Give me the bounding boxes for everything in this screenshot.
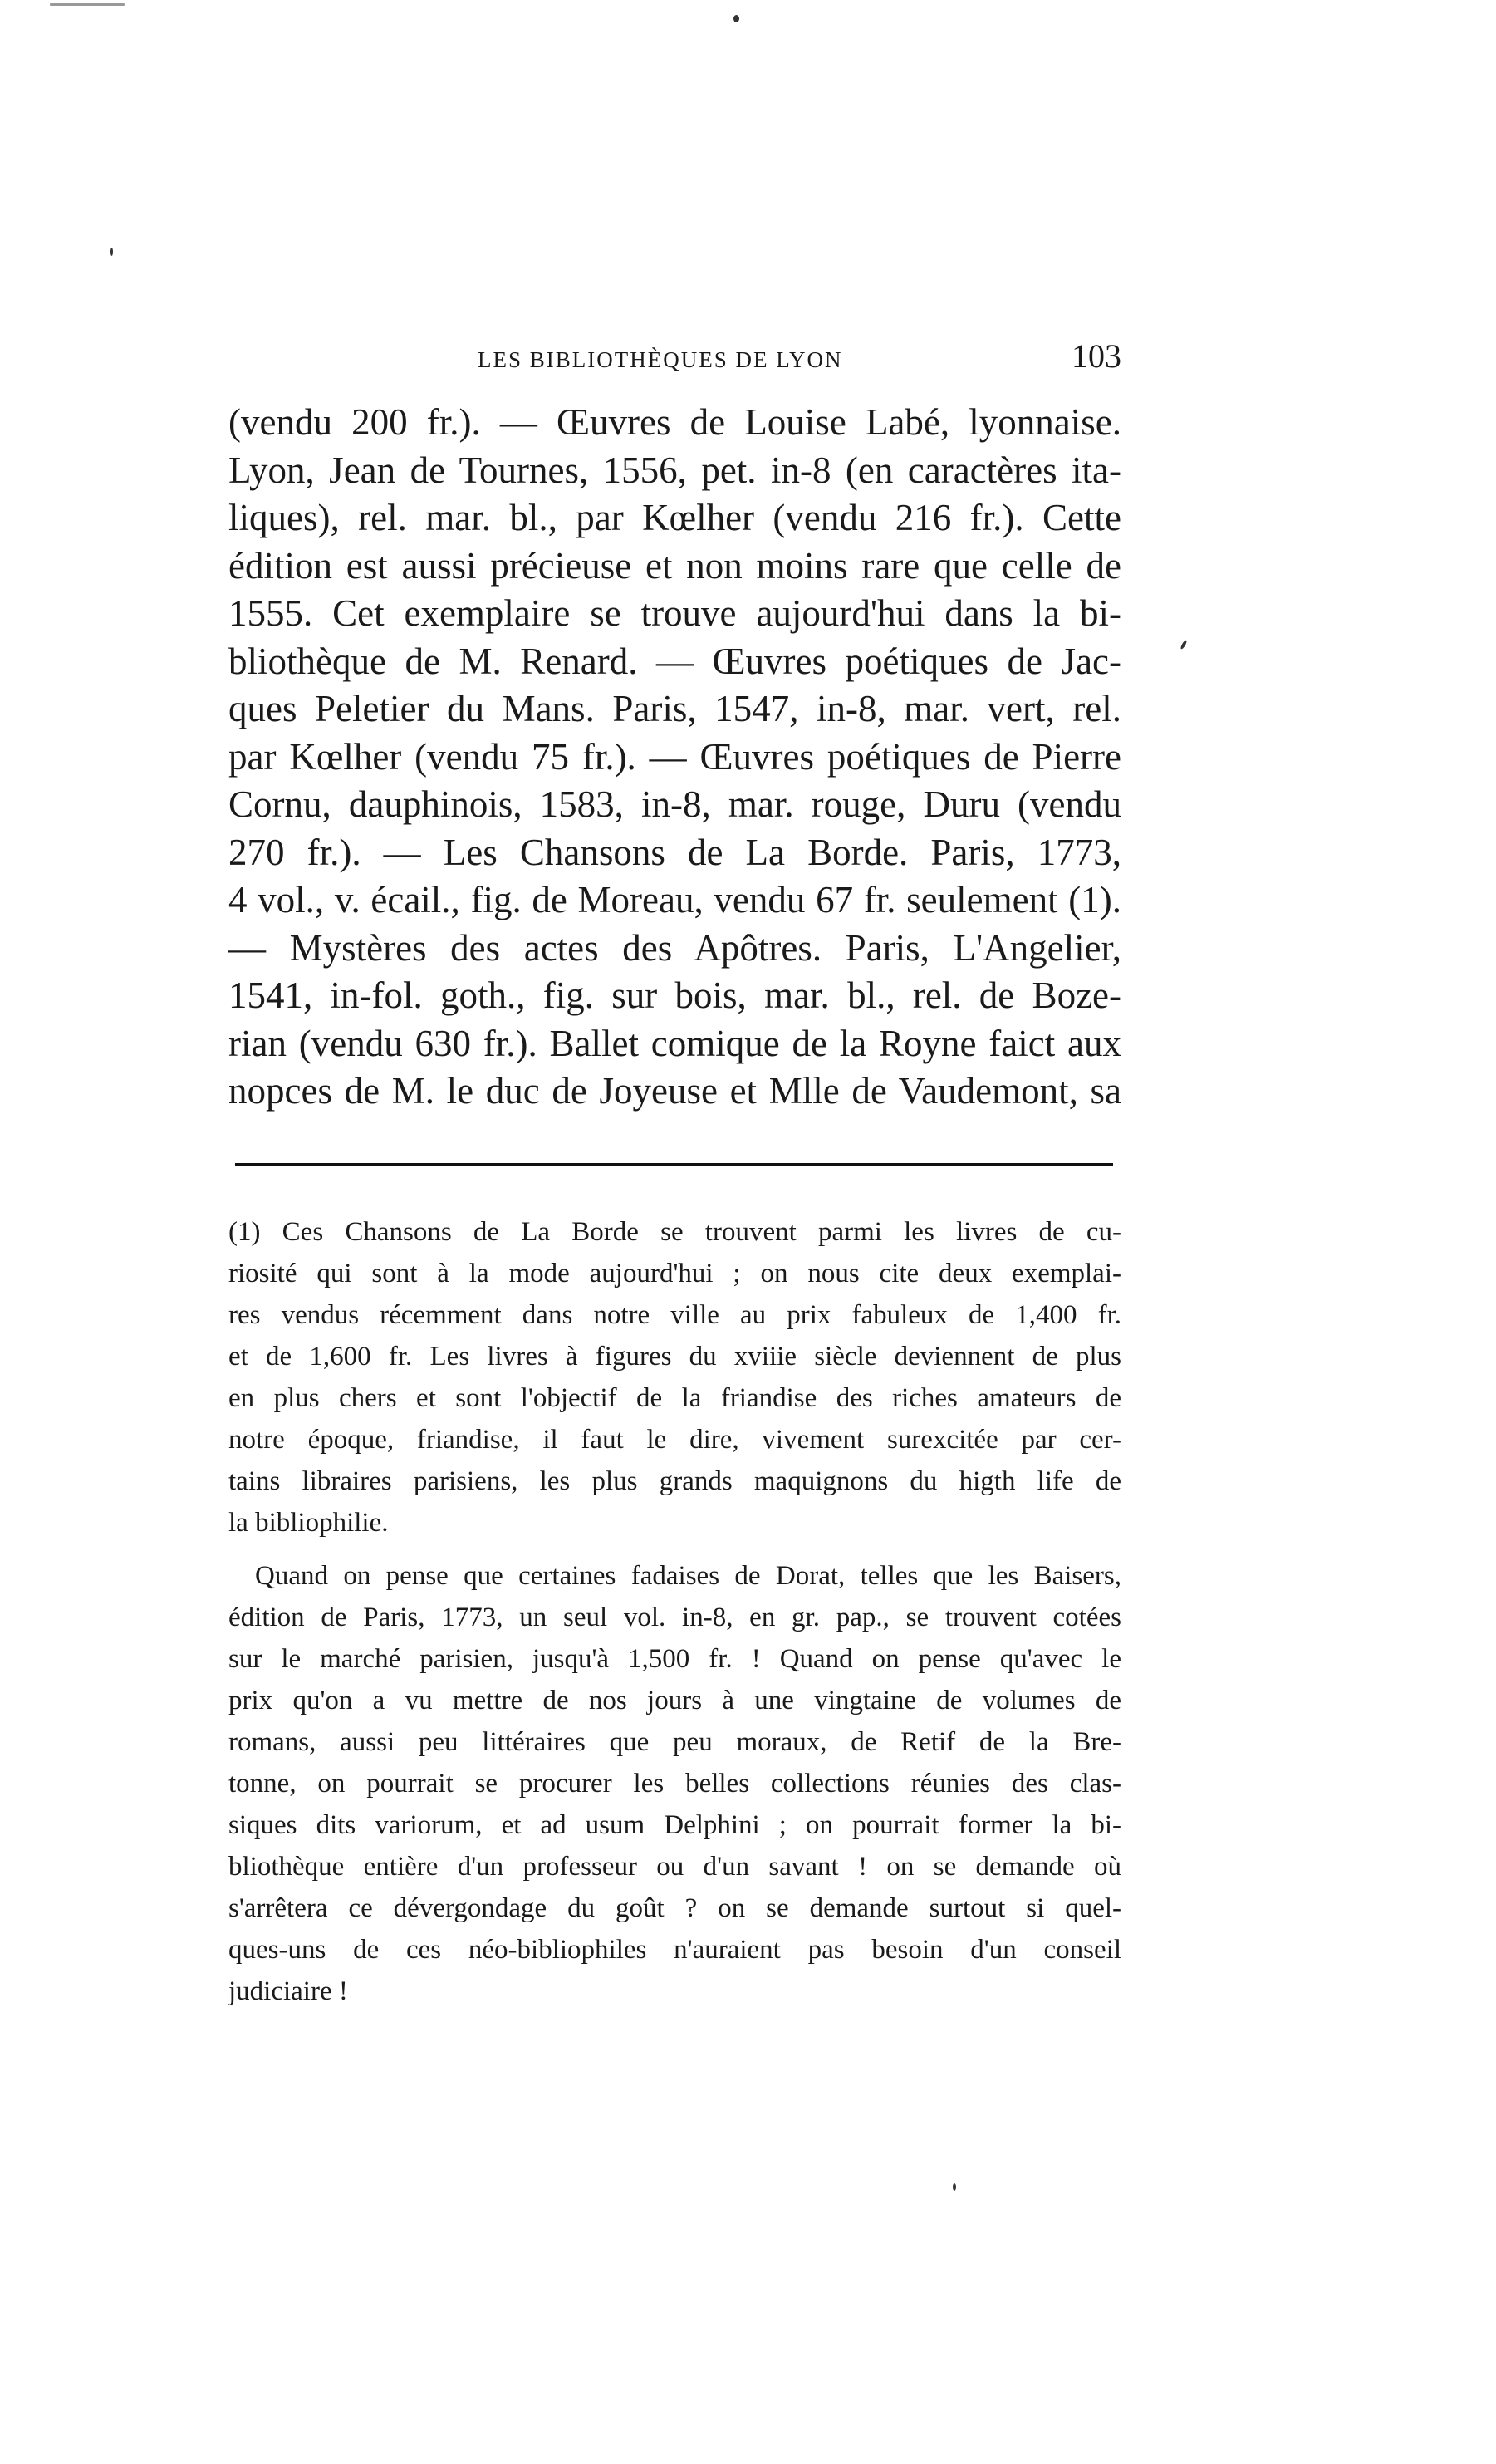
footnote-line: Quand on pense que certaines fadaises de Dorat, telles que les Baisers, (255, 1561, 1121, 1591)
footnote-line: tonne, on pourrait se procurer les belles collections réunies des clas- (228, 1769, 1121, 1799)
page-number: 103 (1072, 337, 1121, 375)
footnote-line: siques dits variorum, et ad usum Delphini ; on pourrait former la bi- (228, 1810, 1121, 1840)
footnote-line: la bibliophilie. (228, 1508, 389, 1538)
footnote-line: riosité qui sont à la mode aujourd'hui ; on nous cite deux exemplai- (228, 1259, 1121, 1288)
footnote-line: bliothèque entière d'un professeur ou d'un savant ! on se demande où (228, 1852, 1121, 1882)
text-line: Cornu, dauphinois, 1583, in-8, mar. rouge, Duru (vendu (228, 783, 1121, 825)
text-line: ques Peletier du Mans. Paris, 1547, in-8, mar. vert, rel. (228, 688, 1121, 729)
ink-speck (1180, 640, 1187, 650)
running-title: LES BIBLIOTHÈQUES DE LYON (478, 347, 843, 372)
footnote-line: judiciaire ! (228, 1976, 348, 2006)
ink-speck (733, 15, 739, 22)
text-line: 1555. Cet exemplaire se trouve aujourd'hui dans la bi- (228, 592, 1121, 634)
text-line: nopces de M. le duc de Joyeuse et Mlle de Vaudemont, sa (228, 1070, 1121, 1112)
text-line: rian (vendu 630 fr.). Ballet comique de la Royne faict aux (228, 1022, 1121, 1064)
text-line: 4 vol., v. écail., fig. de Moreau, vendu 67 fr. seulement (1). (228, 879, 1121, 920)
footnote-line: sur le marché parisien, jusqu'à 1,500 fr. ! Quand on pense qu'avec le (228, 1644, 1121, 1674)
text-line: 270 fr.). — Les Chansons de La Borde. Paris, 1773, (228, 831, 1121, 873)
footnote-line: en plus chers et sont l'objectif de la friandise des riches amateurs de (228, 1383, 1121, 1413)
footnote-line: et de 1,600 fr. Les livres à figures du xviiie siècle deviennent de plus (228, 1342, 1121, 1372)
footnote-line: romans, aussi peu littéraires que peu moraux, de Retif de la Bre- (228, 1727, 1121, 1757)
ink-speck (110, 248, 113, 256)
footnote-line: édition de Paris, 1773, un seul vol. in-8, en gr. pap., se trouvent cotées (228, 1603, 1121, 1632)
text-line: Lyon, Jean de Tournes, 1556, pet. in-8 (en caractères ita- (228, 449, 1121, 491)
footnote-line: notre époque, friandise, il faut le dire, vivement surexcitée par cer- (228, 1425, 1121, 1455)
text-line: édition est aussi précieuse et non moins rare que celle de (228, 544, 1121, 587)
footnote-line: res vendus récemment dans notre ville au prix fabuleux de 1,400 fr. (228, 1300, 1121, 1330)
text-line: par Kœlher (vendu 75 fr.). — Œuvres poétiques de Pierre (228, 735, 1121, 778)
main-text (228, 399, 1121, 1116)
text-line: liques), rel. mar. bl., par Kœlher (vendu 216 fr.). Cette (228, 497, 1121, 538)
running-header (228, 336, 1121, 375)
ink-speck (50, 3, 125, 6)
ink-speck (953, 2183, 956, 2191)
text-line: — Mystères des actes des Apôtres. Paris, L'Angelier, (228, 926, 1121, 969)
footnote-line: s'arrêtera ce dévergondage du goût ? on se demande surtout si quel- (228, 1893, 1121, 1923)
footnote-line: tains libraires parisiens, les plus grands maquignons du higth life de (228, 1466, 1121, 1496)
text-line: 1541, in-fol. goth., fig. sur bois, mar. bl., rel. de Boze- (228, 974, 1121, 1016)
footnotes (228, 1211, 1121, 2012)
text-line: (vendu 200 fr.). — Œuvres de Louise Labé, lyonnaise. (228, 401, 1121, 443)
footnote-line: ques-uns de ces néo-bibliophiles n'auraient pas besoin d'un conseil (228, 1935, 1121, 1965)
footnote-line: prix qu'on a vu mettre de nos jours à une vingtaine de volumes de (228, 1686, 1121, 1715)
text-line: bliothèque de M. Renard. — Œuvres poétiques de Jac- (228, 640, 1121, 682)
footnote-line: (1) Ces Chansons de La Borde se trouvent parmi les livres de cu- (228, 1217, 1121, 1247)
footnote-divider (235, 1163, 1113, 1166)
